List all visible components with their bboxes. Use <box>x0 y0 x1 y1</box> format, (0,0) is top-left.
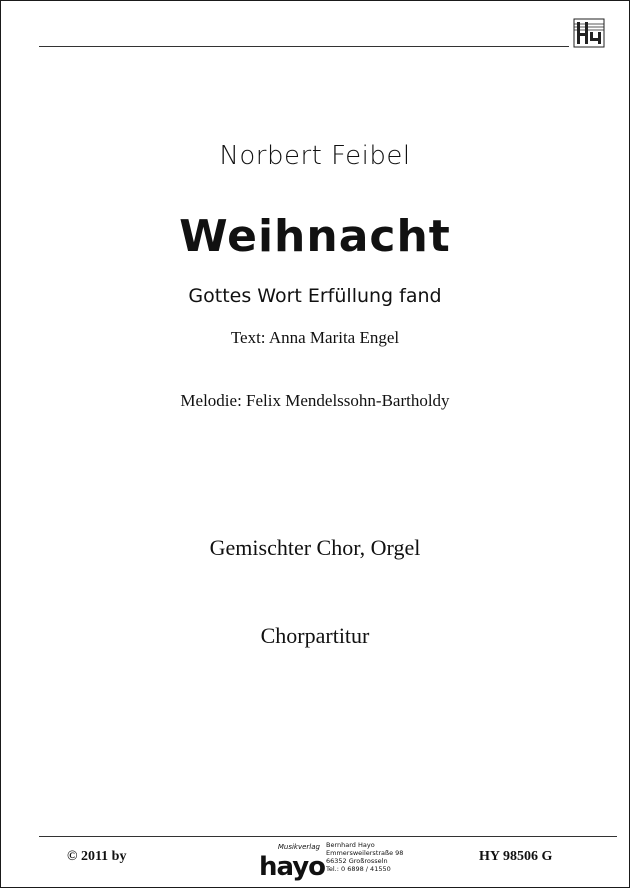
publisher-name: hayo <box>258 852 326 882</box>
address-line: Tel.: 0 6898 / 41550 <box>326 865 391 873</box>
edition-type: Chorpartitur <box>260 623 370 648</box>
subtitle: Gottes Wort Erfüllung fand <box>188 285 442 307</box>
publisher-label: Musikverlag <box>277 843 320 851</box>
hayo-publisher-logo <box>258 841 326 882</box>
melody-credit: Melodie: Felix Mendelssohn-Bartholdy <box>180 391 450 410</box>
top-divider <box>39 46 569 47</box>
instrumentation: Gemischter Chor, Orgel <box>209 535 421 560</box>
catalog-number: HY 98506 G <box>479 849 553 864</box>
publisher-address <box>326 841 403 873</box>
address-line: Bernhard Hayo <box>326 841 375 849</box>
lyricist-credit: Text: Anna Marita Engel <box>230 328 400 347</box>
hy-publisher-mark-icon <box>573 18 605 48</box>
bottom-divider <box>39 836 617 837</box>
page-title: Weihnacht <box>179 211 451 262</box>
address-line: Emmersweilerstraße 98 <box>326 849 404 857</box>
copyright-notice: © 2011 by <box>67 849 127 864</box>
composer-name: Norbert Feibel <box>219 141 411 171</box>
address-line: 66352 Großrosseln <box>326 857 388 865</box>
